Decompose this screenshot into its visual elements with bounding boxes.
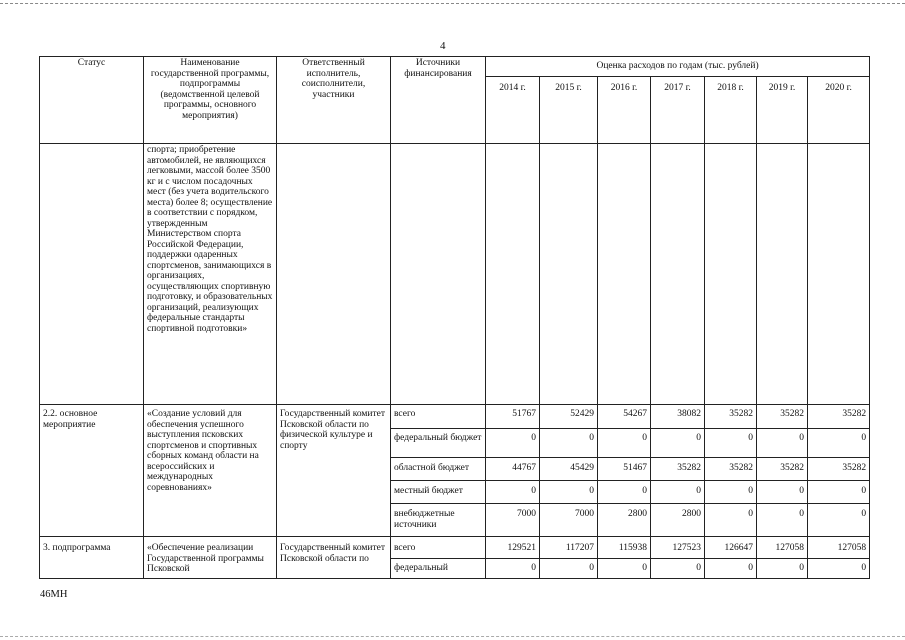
value-cell: 0 — [705, 481, 757, 504]
value-cell: 0 — [651, 559, 705, 579]
value-cell: 0 — [598, 429, 651, 458]
value-cell: 35282 — [757, 458, 808, 481]
value-cell: 45429 — [540, 458, 598, 481]
value-cell: 0 — [486, 429, 540, 458]
continuation-text: спорта; приобретение автомобилей, не являющихся легковыми, массой более 3500 кг и с числом посадочных мест (без учета водительского места) более 8; осуществление в соответствии с порядком, утвержденным Министерством спорта Российской Федерации, поддержки одаренных спортсменов, занимающихся в организациях, осуществляющих спортивную подготовку, и образовательных организаций, реализующих федеральные стандарты спортивной подготовки» — [144, 144, 277, 405]
source-label: всего — [391, 405, 486, 429]
value-cell: 54267 — [598, 405, 651, 429]
value-cell: 0 — [757, 481, 808, 504]
value-cell: 35282 — [651, 458, 705, 481]
value-cell: 0 — [598, 481, 651, 504]
value-cell: 7000 — [486, 504, 540, 537]
value-cell: 127523 — [651, 537, 705, 559]
header-name: Наименование государственной программы, подпрограммы (ведомственной целевой программы, основного мероприятия) — [144, 57, 277, 144]
source-label: федеральный бюджет — [391, 429, 486, 458]
year-header: 2017 г. — [651, 77, 705, 144]
block1-status: 2.2. основное мероприятие — [40, 405, 144, 537]
source-label: всего — [391, 537, 486, 559]
value-cell: 0 — [598, 559, 651, 579]
year-header: 2019 г. — [757, 77, 808, 144]
year-header: 2014 г. — [486, 77, 540, 144]
year-header: 2015 г. — [540, 77, 598, 144]
continuation-row — [40, 144, 870, 405]
value-cell: 0 — [705, 559, 757, 579]
value-cell: 0 — [808, 481, 870, 504]
expense-table — [39, 56, 870, 579]
value-cell: 44767 — [486, 458, 540, 481]
value-cell: 35282 — [757, 405, 808, 429]
block1-name: «Создание условий для обеспечения успешного выступления псковских спортсменов и спортивных сборных команд области на всероссийских и международных соревнованиях» — [144, 405, 277, 537]
bottom-border-line — [0, 636, 905, 637]
source-label: областной бюджет — [391, 458, 486, 481]
value-cell: 7000 — [540, 504, 598, 537]
source-label: внебюджетные источники — [391, 504, 486, 537]
value-cell: 51467 — [598, 458, 651, 481]
footer-code: 46МН — [40, 589, 68, 600]
table-row — [40, 405, 870, 429]
value-cell: 0 — [808, 429, 870, 458]
year-header: 2018 г. — [705, 77, 757, 144]
header-responsible: Ответственный исполнитель, соисполнители, участники — [277, 57, 391, 144]
value-cell: 35282 — [705, 405, 757, 429]
value-cell: 0 — [808, 559, 870, 579]
value-cell: 0 — [808, 504, 870, 537]
value-cell: 51767 — [486, 405, 540, 429]
year-header: 2020 г. — [808, 77, 870, 144]
block1-responsible: Государственный комитет Псковской области по физической культуре и спорту — [277, 405, 391, 537]
value-cell: 0 — [757, 429, 808, 458]
block2-name: «Обеспечение реализации Государственной программы Псковской — [144, 537, 277, 579]
value-cell: 35282 — [808, 405, 870, 429]
value-cell: 35282 — [808, 458, 870, 481]
value-cell: 0 — [705, 504, 757, 537]
value-cell: 2800 — [651, 504, 705, 537]
source-label: федеральный — [391, 559, 486, 579]
header-status: Статус — [40, 57, 144, 144]
value-cell: 0 — [540, 559, 598, 579]
value-cell: 129521 — [486, 537, 540, 559]
top-border-line — [0, 3, 905, 4]
value-cell: 0 — [486, 559, 540, 579]
block2-responsible: Государственный комитет Псковской области по — [277, 537, 391, 579]
header-estimate: Оценка расходов по годам (тыс. рублей) — [486, 57, 870, 77]
value-cell: 0 — [757, 504, 808, 537]
value-cell: 127058 — [757, 537, 808, 559]
value-cell: 0 — [651, 481, 705, 504]
value-cell: 115938 — [598, 537, 651, 559]
value-cell: 0 — [651, 429, 705, 458]
value-cell: 0 — [540, 429, 598, 458]
block2-status: 3. подпрограмма — [40, 537, 144, 579]
year-header: 2016 г. — [598, 77, 651, 144]
page-number: 4 — [440, 40, 446, 52]
value-cell: 0 — [757, 559, 808, 579]
table-row — [40, 537, 870, 559]
value-cell: 126647 — [705, 537, 757, 559]
value-cell: 0 — [486, 481, 540, 504]
value-cell: 38082 — [651, 405, 705, 429]
value-cell: 35282 — [705, 458, 757, 481]
value-cell: 0 — [705, 429, 757, 458]
value-cell: 2800 — [598, 504, 651, 537]
value-cell: 52429 — [540, 405, 598, 429]
value-cell: 0 — [540, 481, 598, 504]
source-label: местный бюджет — [391, 481, 486, 504]
value-cell: 117207 — [540, 537, 598, 559]
header-sources: Источники финансирования — [391, 57, 486, 144]
value-cell: 127058 — [808, 537, 870, 559]
